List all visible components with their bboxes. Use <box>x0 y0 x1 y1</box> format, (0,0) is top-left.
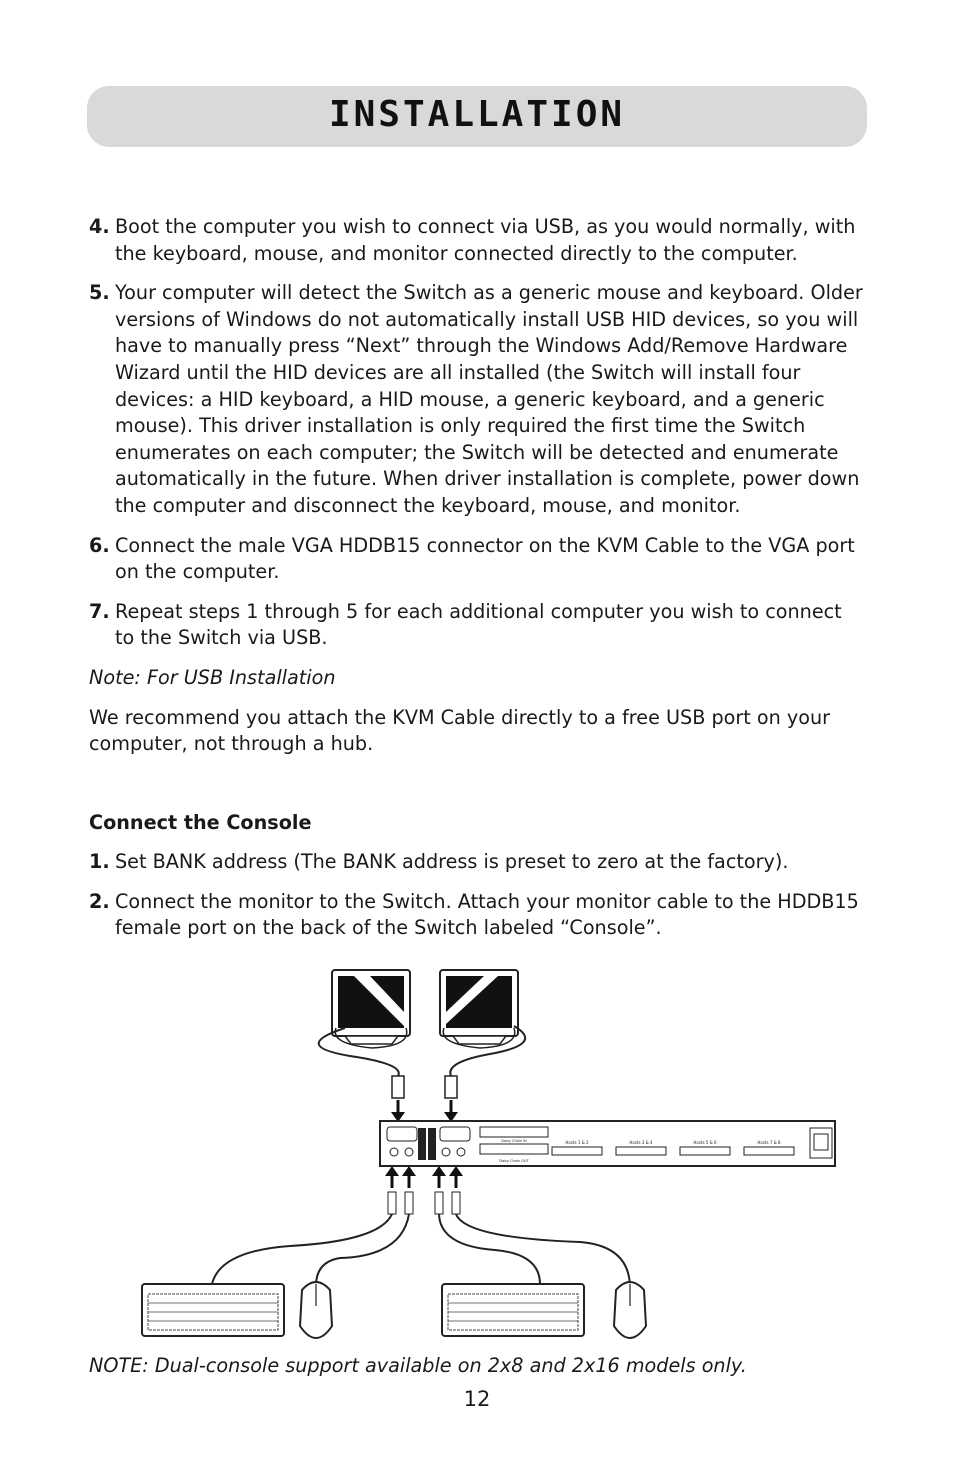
step-number: 2. <box>89 889 110 913</box>
console-step-2 <box>89 889 864 942</box>
step-text: Set BANK address (The BANK address is preset to zero at the factory). <box>115 850 789 874</box>
step-text: Connect the male VGA HDDB15 connector on the KVM Cable to the VGA port on the computer. <box>115 533 855 584</box>
keyboard-icon <box>442 1284 584 1336</box>
daisy-chain-out-label: Daisy Chain OUT <box>499 1159 529 1163</box>
step-text: Repeat steps 1 through 5 for each additional computer you wish to connect to the Switch via USB. <box>115 599 842 650</box>
usb-note-text: We recommend you attach the KVM Cable directly to a free USB port on your computer, not through a hub. <box>89 705 831 756</box>
section-heading: Connect the Console <box>89 810 312 834</box>
step-6 <box>89 533 864 586</box>
step-number: 5. <box>89 281 110 305</box>
main-content <box>89 214 864 955</box>
header-bar <box>87 86 867 147</box>
monitor-icon <box>440 970 518 1048</box>
monitor-icon <box>332 970 410 1048</box>
dual-console-note: NOTE: Dual-console support available on 2x8 and 2x16 models only. <box>89 1354 747 1377</box>
kvm-switch-icon <box>380 1121 835 1166</box>
console-connection-diagram <box>140 966 840 1358</box>
step-text: Connect the monitor to the Switch. Attach your monitor cable to the HDDB15 female port on the back of the Switch labeled “Console”. <box>115 889 859 940</box>
step-5 <box>89 280 864 519</box>
vga-connector-icon <box>444 1076 458 1122</box>
daisy-chain-in-label: Daisy Chain IN <box>501 1139 527 1143</box>
step-text: Boot the computer you wish to connect via USB, as you would normally, with the keyboard, mouse, and monitor connected directly to the computer. <box>115 215 856 265</box>
hosts-3-4-label: Hosts 3 & 4 <box>629 1140 653 1145</box>
step-number: 4. <box>89 215 110 238</box>
hosts-1-2-label: Hosts 1 & 2 <box>565 1140 589 1145</box>
console-step-1 <box>89 849 864 876</box>
page-title: INSTALLATION <box>328 94 626 135</box>
step-number: 1. <box>89 850 110 874</box>
diagram-svg <box>140 966 840 1358</box>
arrow-up-icon <box>385 1166 463 1188</box>
step-4 <box>89 214 864 267</box>
mouse-icon <box>614 1282 646 1338</box>
hosts-5-6-label: Hosts 5 & 6 <box>693 1140 717 1145</box>
step-text: Your computer will detect the Switch as a generic mouse and keyboard. Older versions of Windows do not automatically install USB HID devices, so you will have to manually press “Next” through the Windows Add/Remove Hardware Wizard until the HID devices are all installed (the Switch will install four devices: a HID keyboard, a HID mouse, a generic keyboard, and a generic mouse). This driver installation is only required the first time the Switch enumerates on each computer; the Switch will be detected and enumerate automatically in the future. When driver installation is complete, power down the computer and disconnect the keyboard, mouse, and monitor. <box>115 281 863 517</box>
page-number: 12 <box>463 1387 491 1411</box>
mouse-icon <box>300 1282 332 1338</box>
keyboard-icon <box>142 1284 284 1336</box>
usb-note-title: Note: For USB Installation <box>89 665 336 689</box>
hosts-7-8-label: Hosts 7 & 8 <box>757 1140 781 1145</box>
vga-connector-icon <box>391 1076 405 1122</box>
step-7 <box>89 599 864 652</box>
step-number: 6. <box>89 533 110 557</box>
step-number: 7. <box>89 599 110 623</box>
